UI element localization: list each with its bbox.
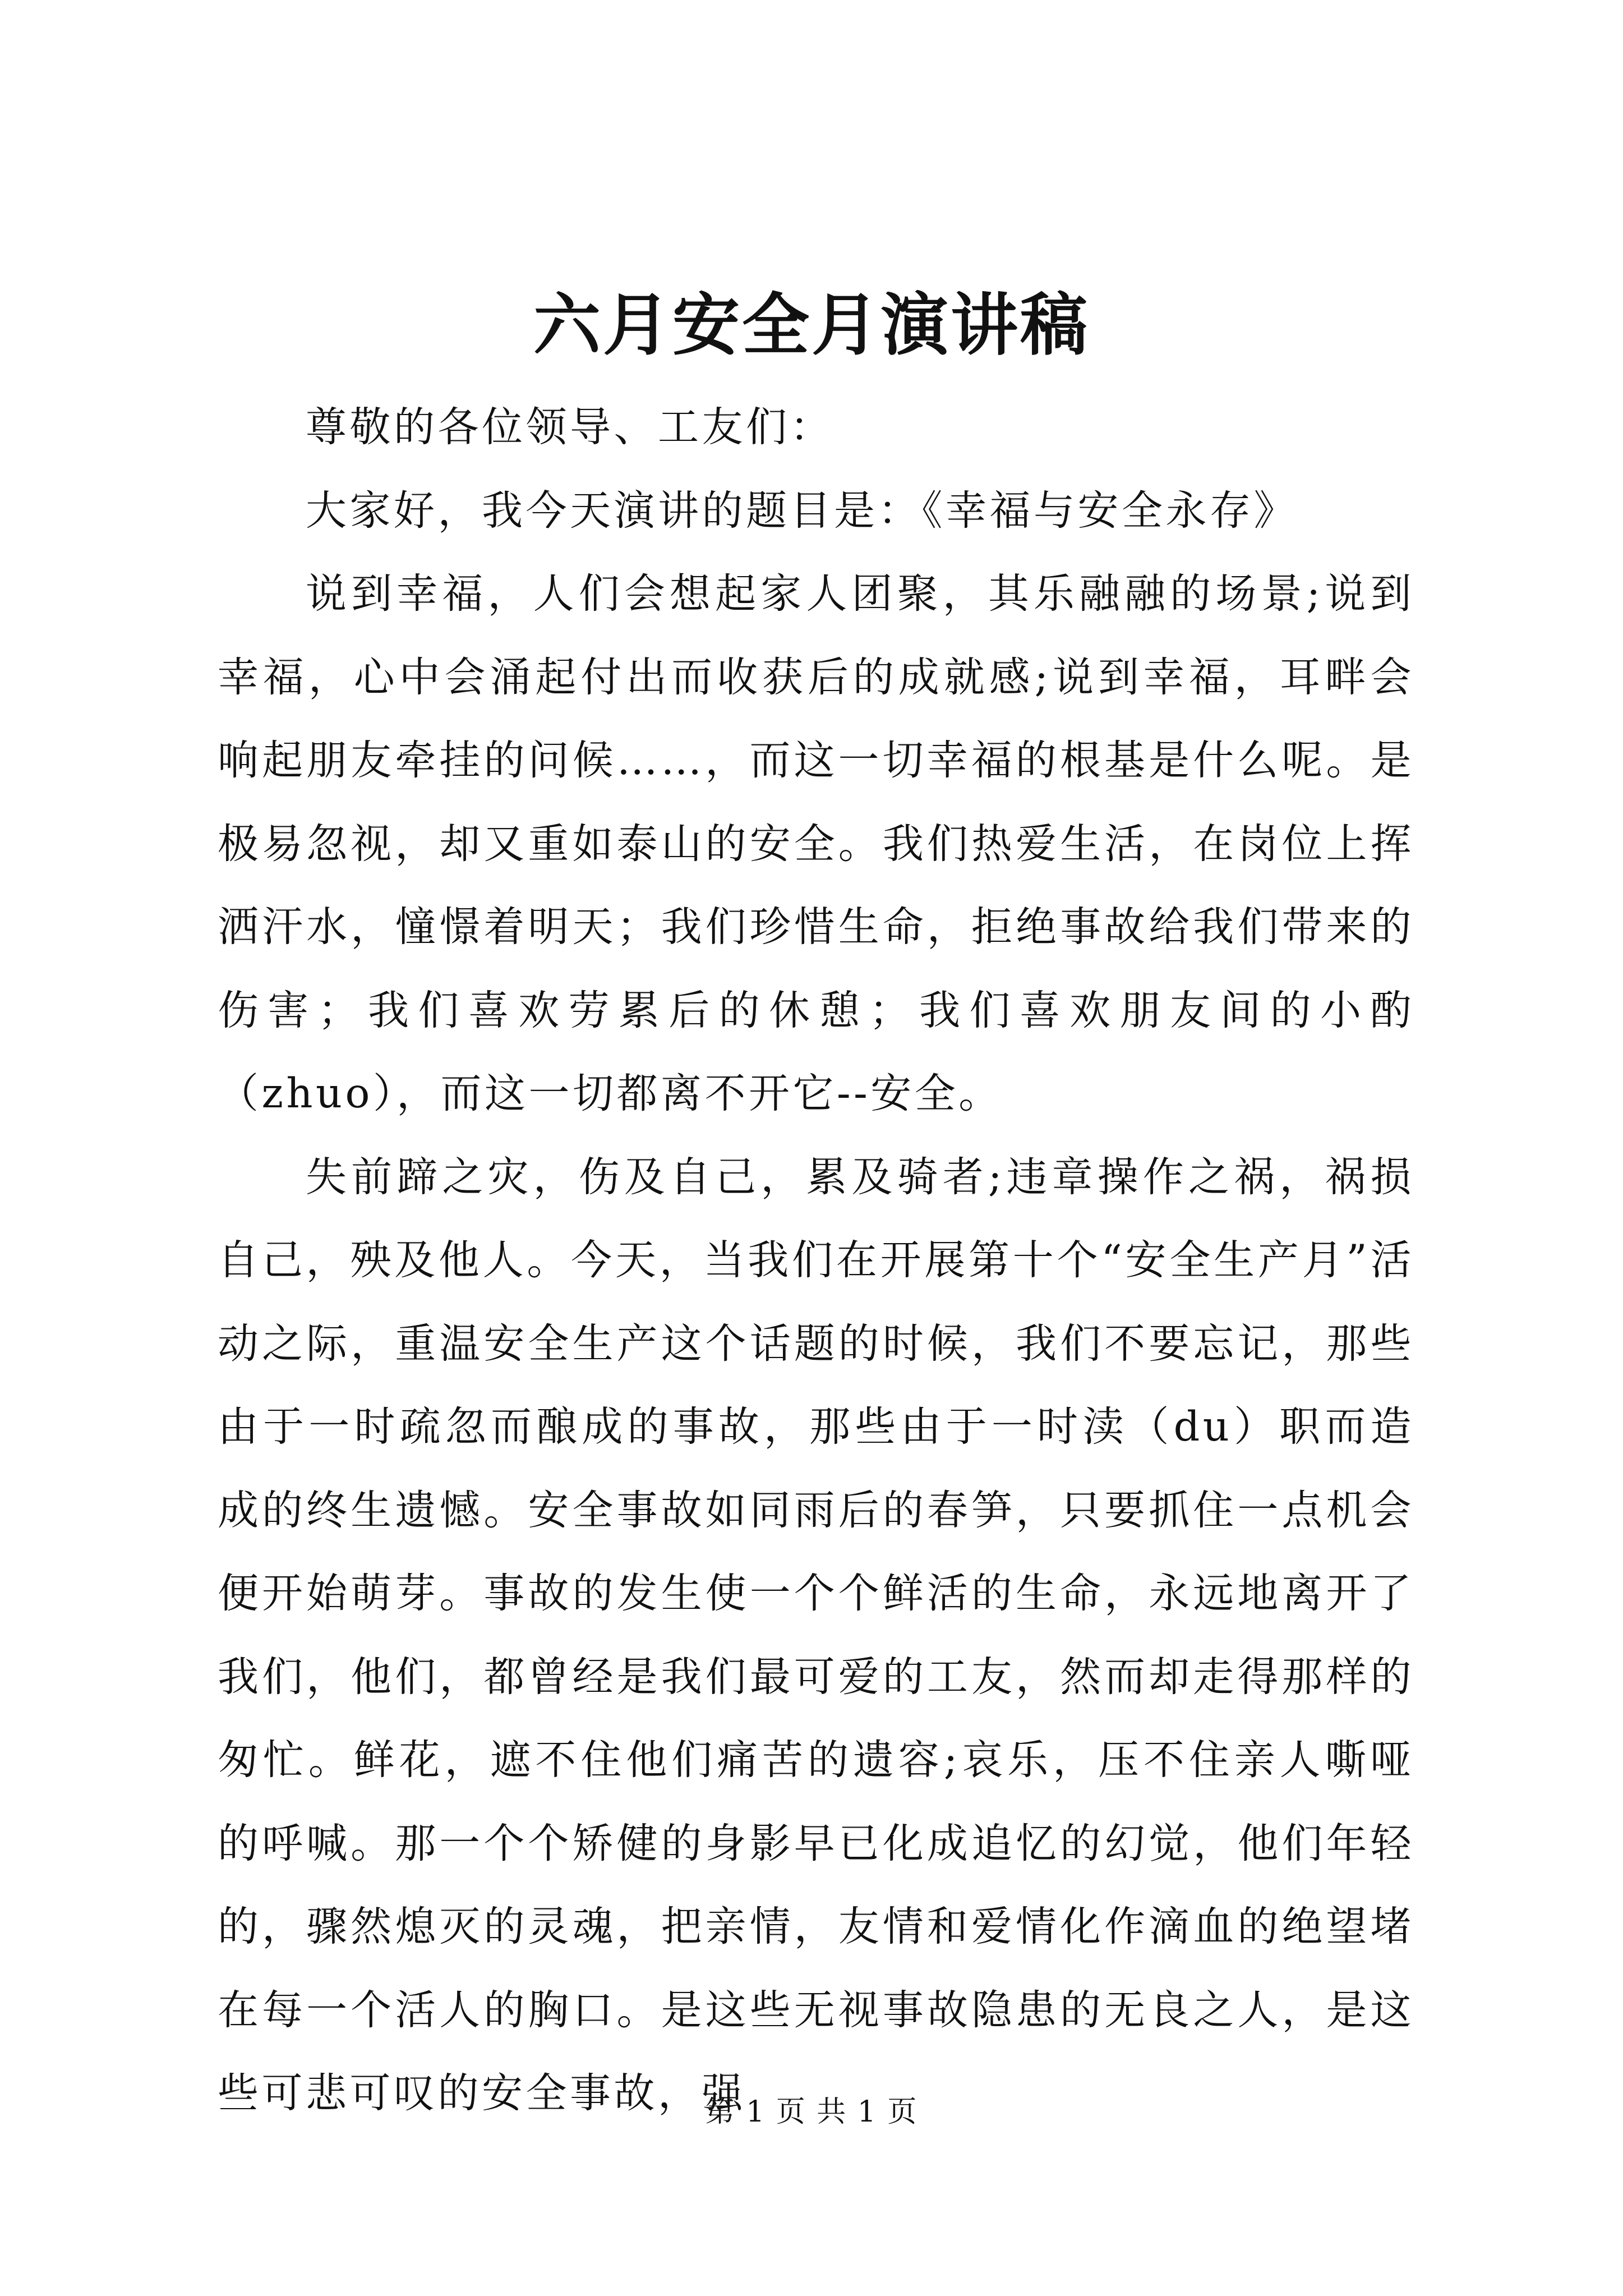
body-paragraph: 说到幸福，人们会想起家人团聚，其乐融融的场景;说到幸福，心中会涌起付出而收获后的成就感;说到幸福，耳畔会响起朋友牵挂的问候……，而这一切幸福的根基是什么呢。是极易忽视，却又重如泰山的安全。我们热爱生活，在岗位上挥洒汗水，憧憬着明天；我们珍惜生命，拒绝事故给我们带来的伤害；我们喜欢劳累后的休憩；我们喜欢朋友间的小酌（zhuo），而这一切都离不开它--安全。	[218, 570, 1414, 1117]
greeting-paragraph: 大家好，我今天演讲的题目是：《幸福与安全永存》	[306, 486, 1298, 535]
salutation-paragraph: 尊敬的各位领导、工友们：	[306, 403, 834, 451]
document-title: 六月安全月演讲稿	[533, 286, 1090, 365]
page-number-footer: 第 1 页 共 1 页	[705, 2095, 918, 2129]
document-body	[218, 386, 1414, 2136]
body-paragraph: 失前蹄之灾，伤及自己，累及骑者;违章操作之祸，祸损自己，殃及他人。今天，当我们在开展第十个“安全生产月”活动之际，重温安全生产这个话题的时候，我们不要忘记，那些由于一时疏忽而酿成的事故，那些由于一时渎（du）职而造成的终生遗憾。安全事故如同雨后的春笋，只要抓住一点机会便开始萌芽。事故的发生使一个个鲜活的生命，永远地离开了我们，他们，都曾经是我们最可爱的工友，然而却走得那样的匆忙。鲜花，遮不住他们痛苦的遗容;哀乐，压不住亲人嘶哑的呼喊。那一个个矫健的身影早已化成追忆的幻觉，他们年轻的，骤然熄灭的灵魂，把亲情，友情和爱情化作滴血的绝望堵在每一个活人的胸口。是这些无视事故隐患的无良之人，是这些可悲可叹的安全事故，强	[218, 1153, 1414, 2117]
